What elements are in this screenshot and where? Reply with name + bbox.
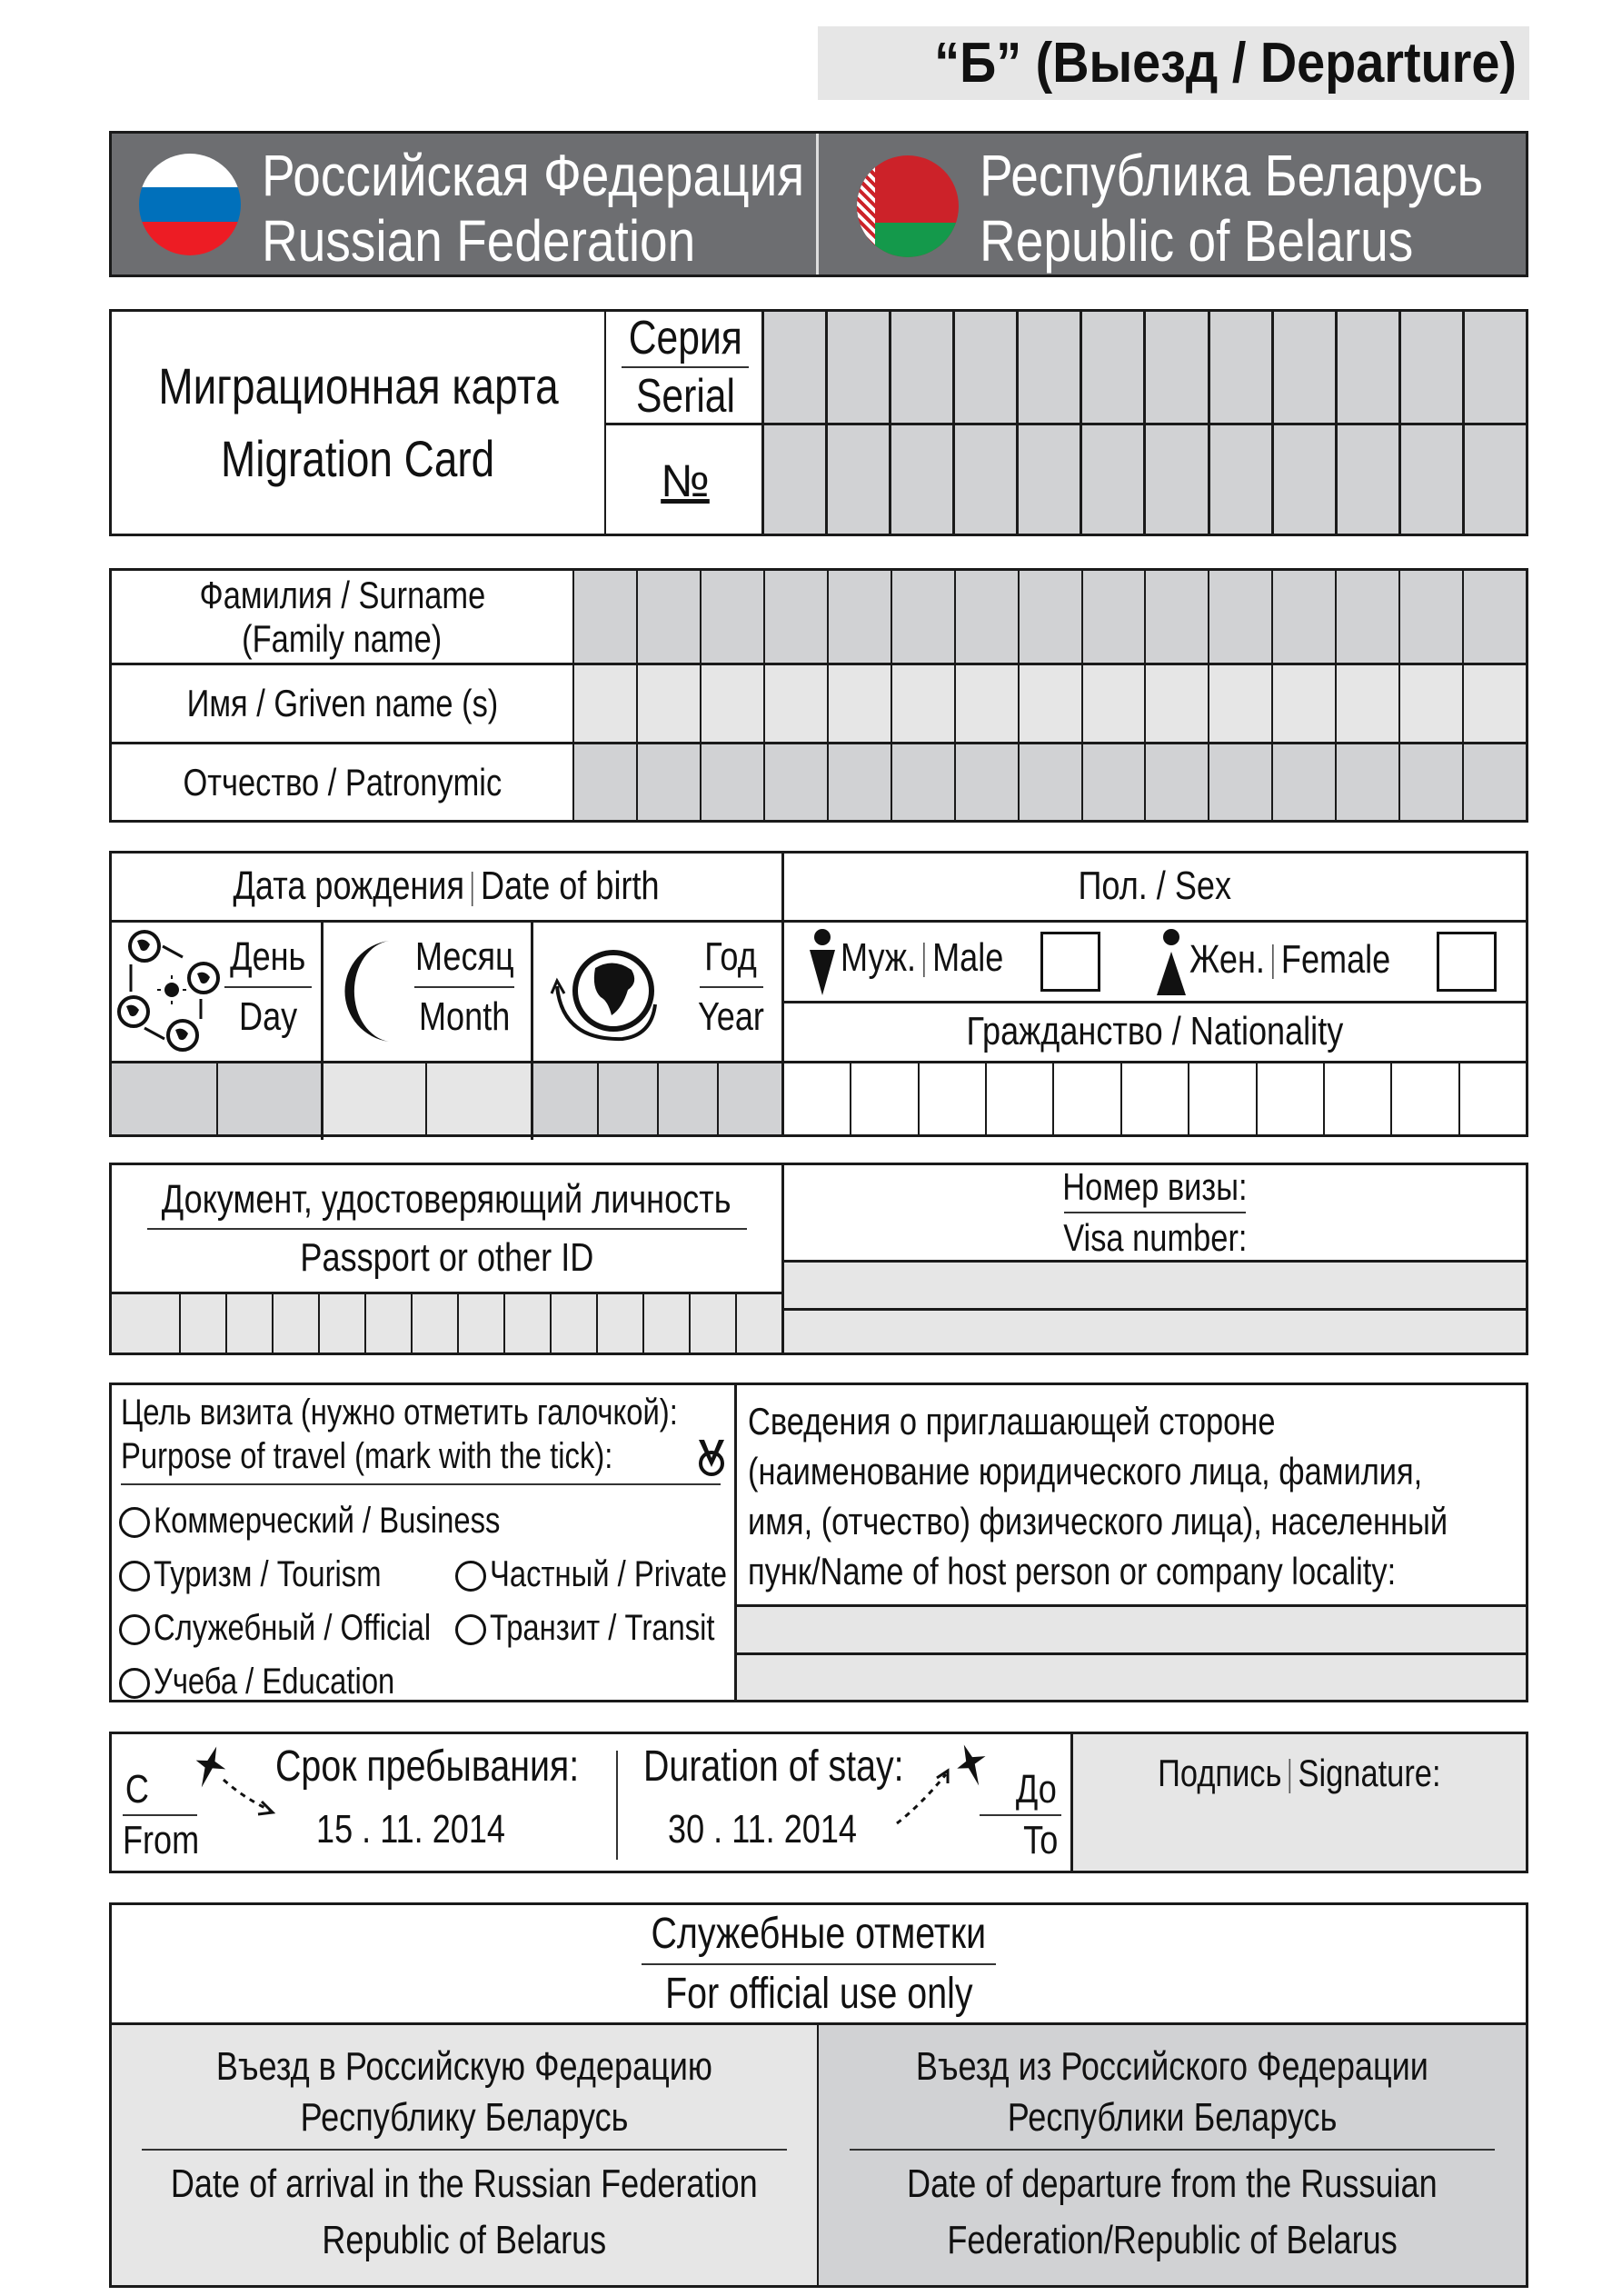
day-block <box>112 923 321 1061</box>
purpose-tourism-label: Туризм / Tourism <box>154 1554 382 1594</box>
number-label: № <box>661 455 710 506</box>
passport-cell[interactable] <box>411 1294 457 1353</box>
nationality-cell[interactable] <box>1188 1063 1255 1134</box>
serial-cell[interactable] <box>1080 312 1143 423</box>
year-cell[interactable] <box>657 1063 717 1134</box>
signature-label-ru: Подпись <box>1158 1752 1282 1794</box>
migration-card-section <box>109 309 1528 536</box>
number-cell[interactable] <box>761 425 825 534</box>
female-label-en: Female <box>1280 937 1391 982</box>
surname-cell[interactable] <box>700 571 763 663</box>
purpose-option-transit[interactable] <box>455 1602 764 1655</box>
departing-plane-icon <box>189 1743 289 1821</box>
surname-cell[interactable] <box>1081 571 1145 663</box>
host-text-line1: Сведения о приглашающей стороне <box>748 1400 1276 1442</box>
month-label-ru: Месяц <box>414 934 514 979</box>
earth-orbit-icon <box>117 928 226 1055</box>
purpose-option-tourism[interactable] <box>119 1548 727 1602</box>
purpose-header-ru: Цель визита (нужно отметить галочкой): <box>121 1393 678 1433</box>
given-name-cell[interactable] <box>827 665 891 742</box>
given-name-cell[interactable] <box>1144 665 1208 742</box>
purpose-option-business[interactable] <box>119 1494 576 1548</box>
patronymic-label: Отчество / Patronymic <box>183 760 502 804</box>
year-cell[interactable] <box>533 1063 597 1134</box>
patronymic-cell[interactable] <box>827 744 891 820</box>
departure-label-ru2: Республики Беларусь <box>1007 2095 1338 2140</box>
passport-cell[interactable] <box>689 1294 735 1353</box>
surname-cell[interactable] <box>763 571 827 663</box>
sex-header: Пол. / Sex <box>1078 863 1232 909</box>
visa-number-field-2[interactable] <box>784 1311 1526 1353</box>
purpose-option-education[interactable] <box>119 1655 576 1709</box>
serial-cells <box>761 312 1526 423</box>
arrival-label-en1: Date of arrival in the Russian Federation <box>171 2161 758 2206</box>
stay-divider <box>616 1751 618 1860</box>
stay-section <box>109 1732 1528 1873</box>
patronymic-cell[interactable] <box>700 744 763 820</box>
nationality-cell[interactable] <box>1120 1063 1188 1134</box>
radio-transit[interactable] <box>455 1614 486 1645</box>
male-label <box>841 935 1003 981</box>
number-cells <box>761 425 1526 534</box>
number-cell[interactable] <box>1016 425 1080 534</box>
patronymic-cells <box>572 744 1526 820</box>
passport-cell[interactable] <box>179 1294 225 1353</box>
male-label-en: Male <box>932 935 1004 980</box>
russia-flag-icon <box>139 154 241 255</box>
passport-cell[interactable] <box>735 1294 781 1353</box>
purpose-transit-label: Транзит / Transit <box>490 1608 715 1648</box>
patronymic-cell[interactable] <box>1018 744 1081 820</box>
patronymic-cell[interactable] <box>1208 744 1271 820</box>
signature-label-en: Signature: <box>1298 1752 1441 1794</box>
nationality-cell[interactable] <box>784 1063 850 1134</box>
passport-cell[interactable] <box>364 1294 411 1353</box>
sex-options <box>784 923 1526 1001</box>
purpose-header-en: Purpose of travel (mark with the tick): <box>121 1436 613 1476</box>
number-cell[interactable] <box>1335 425 1398 534</box>
surname-cells <box>572 571 1526 663</box>
from-label-ru: С <box>124 1767 149 1812</box>
departure-label-en1: Date of departure from the Russuian <box>907 2161 1438 2206</box>
surname-cell[interactable] <box>891 571 954 663</box>
number-cell[interactable] <box>1143 425 1207 534</box>
surname-label-sub: (Family name) <box>242 616 443 660</box>
year-block <box>533 923 781 1061</box>
departure-stamp-area[interactable] <box>817 2025 1526 2285</box>
host-text-line4: пунк/Name of host person or company locality: <box>748 1550 1397 1592</box>
official-header-en: For official use only <box>664 1969 973 2018</box>
stay-label-en: Duration of stay: <box>643 1742 904 1791</box>
names-section <box>109 568 1528 823</box>
surname-cell[interactable] <box>1462 571 1526 663</box>
given-name-cell[interactable] <box>891 665 954 742</box>
female-figure-icon <box>1153 928 1189 997</box>
serial-cell[interactable] <box>1398 312 1462 423</box>
serial-cell[interactable] <box>761 312 825 423</box>
passport-cell[interactable] <box>642 1294 689 1353</box>
nationality-cell[interactable] <box>1323 1063 1390 1134</box>
surname-cell[interactable] <box>1208 571 1271 663</box>
header-belarus-ru: Республика Беларусь <box>980 143 1484 208</box>
given-name-cell[interactable] <box>1081 665 1145 742</box>
serial-cell[interactable] <box>1462 312 1526 423</box>
female-checkbox[interactable] <box>1437 932 1497 992</box>
passport-cell[interactable] <box>318 1294 364 1353</box>
purpose-private-label: Частный / Private <box>490 1554 727 1594</box>
patronymic-cell[interactable] <box>954 744 1018 820</box>
patronymic-cell[interactable] <box>1335 744 1398 820</box>
given-name-cell[interactable] <box>763 665 827 742</box>
nationality-cell[interactable] <box>850 1063 917 1134</box>
serial-label-en: Serial <box>635 370 735 423</box>
nationality-cell[interactable] <box>1390 1063 1458 1134</box>
official-header-ru: Служебные отметки <box>651 1909 987 1958</box>
arrival-label-en2: Republic of Belarus <box>322 2218 607 2262</box>
surname-cell[interactable] <box>1018 571 1081 663</box>
dob-header-en: Date of birth <box>481 863 661 909</box>
given-name-cell[interactable] <box>1462 665 1526 742</box>
day-cell[interactable] <box>216 1063 321 1134</box>
nationality-cell[interactable] <box>918 1063 985 1134</box>
month-cell[interactable] <box>425 1063 531 1134</box>
belarus-flag-icon <box>857 155 959 257</box>
radio-business[interactable] <box>119 1507 150 1538</box>
signature-field[interactable] <box>1070 1734 1526 1871</box>
passport-cell[interactable] <box>550 1294 596 1353</box>
number-cell[interactable] <box>1208 425 1271 534</box>
country-header <box>109 131 1528 277</box>
serial-cell[interactable] <box>952 312 1016 423</box>
patronymic-cell[interactable] <box>1271 744 1335 820</box>
given-name-cell[interactable] <box>1208 665 1271 742</box>
serial-cell[interactable] <box>889 312 952 423</box>
to-label-en: To <box>1022 1818 1058 1862</box>
from-label-en: From <box>123 1818 200 1862</box>
host-text-line3: имя, (отчество) физического лица), населенный <box>748 1500 1448 1542</box>
day-cell[interactable] <box>112 1063 216 1134</box>
surname-label: Фамилия / Surname <box>199 573 485 616</box>
tick-mark-icon <box>693 1436 730 1476</box>
passport-cell[interactable] <box>503 1294 550 1353</box>
card-type-title: “Б” (Выезд / Departure) <box>934 32 1517 95</box>
patronymic-cell[interactable] <box>1462 744 1526 820</box>
nationality-label: Гражданство / Nationality <box>966 1009 1344 1054</box>
dob-sex-section <box>109 851 1528 1137</box>
serial-cell[interactable] <box>1143 312 1207 423</box>
day-label-en: Day <box>238 994 298 1039</box>
card-type-title-box <box>818 26 1529 100</box>
passport-visa-section <box>109 1163 1528 1355</box>
passport-cell[interactable] <box>112 1294 179 1353</box>
nationality-cell[interactable] <box>1256 1063 1323 1134</box>
patronymic-cell[interactable] <box>1398 744 1462 820</box>
serial-cell[interactable] <box>1208 312 1271 423</box>
given-name-cell[interactable] <box>636 665 700 742</box>
arrival-label-ru2: Республику Беларусь <box>300 2095 629 2140</box>
number-cell[interactable] <box>1462 425 1526 534</box>
purpose-official-label: Служебный / Official <box>154 1608 432 1648</box>
patronymic-cell[interactable] <box>763 744 827 820</box>
arrival-label-ru1: Въезд в Российскую Федерацию <box>215 2044 713 2089</box>
given-name-cell[interactable] <box>954 665 1018 742</box>
patronymic-cell[interactable] <box>636 744 700 820</box>
nationality-cell[interactable] <box>985 1063 1052 1134</box>
given-name-cell[interactable] <box>572 665 636 742</box>
surname-cell[interactable] <box>636 571 700 663</box>
globe-rotation-icon <box>550 941 668 1050</box>
purpose-business-label: Коммерческий / Business <box>154 1501 501 1541</box>
passport-cell[interactable] <box>457 1294 503 1353</box>
given-name-cell[interactable] <box>1271 665 1335 742</box>
visa-number-field-1[interactable] <box>784 1263 1526 1308</box>
given-name-cell[interactable] <box>1398 665 1462 742</box>
surname-cell[interactable] <box>1144 571 1208 663</box>
stay-from-date[interactable]: 15 . 11. 2014 <box>316 1807 505 1852</box>
migration-card-title-ru: Миграционная карта <box>157 357 559 414</box>
header-belarus-en: Republic of Belarus <box>980 208 1414 274</box>
moon-icon <box>334 939 398 1043</box>
day-label-ru: День <box>230 934 306 979</box>
passport-label-ru: Документ, удостоверяющий личность <box>162 1176 731 1222</box>
purpose-education-label: Учеба / Education <box>154 1662 395 1702</box>
dob-header-ru: Дата рождения <box>233 863 465 909</box>
male-checkbox[interactable] <box>1040 932 1100 992</box>
to-label-ru: До <box>1016 1767 1058 1812</box>
host-text-line2: (наименование юридического лица, фамилия, <box>748 1450 1423 1492</box>
stay-label-ru: Срок пребывания: <box>275 1742 580 1791</box>
surname-cell[interactable] <box>572 571 636 663</box>
host-field-1[interactable] <box>737 1607 1526 1652</box>
month-label-en: Month <box>418 994 511 1039</box>
surname-cell[interactable] <box>827 571 891 663</box>
visa-label-en: Visa number: <box>1062 1216 1248 1259</box>
month-cell[interactable] <box>323 1063 425 1134</box>
surname-cell[interactable] <box>1398 571 1462 663</box>
purpose-host-section <box>109 1383 1528 1702</box>
migration-card-title-en: Migration Card <box>221 430 495 487</box>
number-cell[interactable] <box>825 425 889 534</box>
header-russia-ru: Российская Федерация <box>262 143 805 208</box>
serial-label-ru: Серия <box>628 312 742 364</box>
purpose-option-private[interactable] <box>455 1548 779 1602</box>
number-cell[interactable] <box>889 425 952 534</box>
dob-header <box>234 863 660 910</box>
radio-education[interactable] <box>119 1668 150 1699</box>
patronymic-cell[interactable] <box>1144 744 1208 820</box>
year-label-en: Year <box>698 994 764 1039</box>
year-label-ru: Год <box>704 934 758 979</box>
surname-cell[interactable] <box>954 571 1018 663</box>
passport-cell[interactable] <box>225 1294 272 1353</box>
month-block <box>323 923 531 1061</box>
year-cell[interactable] <box>597 1063 657 1134</box>
host-field-2[interactable] <box>737 1655 1526 1700</box>
header-russia-en: Russian Federation <box>262 208 696 274</box>
serial-cell[interactable] <box>1271 312 1335 423</box>
female-label <box>1189 937 1390 983</box>
number-cell[interactable] <box>952 425 1016 534</box>
visa-label-ru: Номер визы: <box>1062 1165 1248 1208</box>
arrival-stamp-area[interactable] <box>112 2025 817 2285</box>
number-cell[interactable] <box>1271 425 1335 534</box>
patronymic-cell[interactable] <box>572 744 636 820</box>
serial-cell[interactable] <box>825 312 889 423</box>
passport-cell[interactable] <box>596 1294 642 1353</box>
given-name-cells <box>572 665 1526 742</box>
stay-to-date[interactable]: 30 . 11. 2014 <box>668 1807 857 1852</box>
given-name-cell[interactable] <box>700 665 763 742</box>
given-name-cell[interactable] <box>1018 665 1081 742</box>
male-figure-icon <box>804 928 841 997</box>
radio-tourism[interactable] <box>119 1561 150 1592</box>
surname-cell[interactable] <box>1271 571 1335 663</box>
given-name-cell[interactable] <box>1335 665 1398 742</box>
patronymic-cell[interactable] <box>1081 744 1145 820</box>
passport-cell[interactable] <box>272 1294 318 1353</box>
nationality-cell[interactable] <box>1458 1063 1526 1134</box>
female-label-ru: Жен. <box>1189 937 1265 982</box>
radio-private[interactable] <box>455 1561 486 1592</box>
departure-label-en2: Federation/Republic of Belarus <box>947 2218 1398 2262</box>
given-name-label: Имя / Griven name (s) <box>186 681 498 724</box>
departure-label-ru1: Въезд из Российского Федерации <box>915 2044 1429 2089</box>
serial-cell[interactable] <box>1016 312 1080 423</box>
nationality-cell[interactable] <box>1052 1063 1119 1134</box>
year-cell[interactable] <box>717 1063 781 1134</box>
nationality-cells <box>784 1063 1526 1134</box>
passport-label-en: Passport or other ID <box>300 1234 593 1280</box>
number-cell[interactable] <box>1080 425 1143 534</box>
passport-cells <box>112 1294 781 1353</box>
surname-cell[interactable] <box>1335 571 1398 663</box>
male-label-ru: Муж. <box>841 935 917 980</box>
official-use-section <box>109 1902 1528 2288</box>
patronymic-cell[interactable] <box>891 744 954 820</box>
number-cell[interactable] <box>1398 425 1462 534</box>
radio-official[interactable] <box>119 1614 150 1645</box>
serial-cell[interactable] <box>1335 312 1398 423</box>
purpose-option-official[interactable] <box>119 1602 715 1655</box>
